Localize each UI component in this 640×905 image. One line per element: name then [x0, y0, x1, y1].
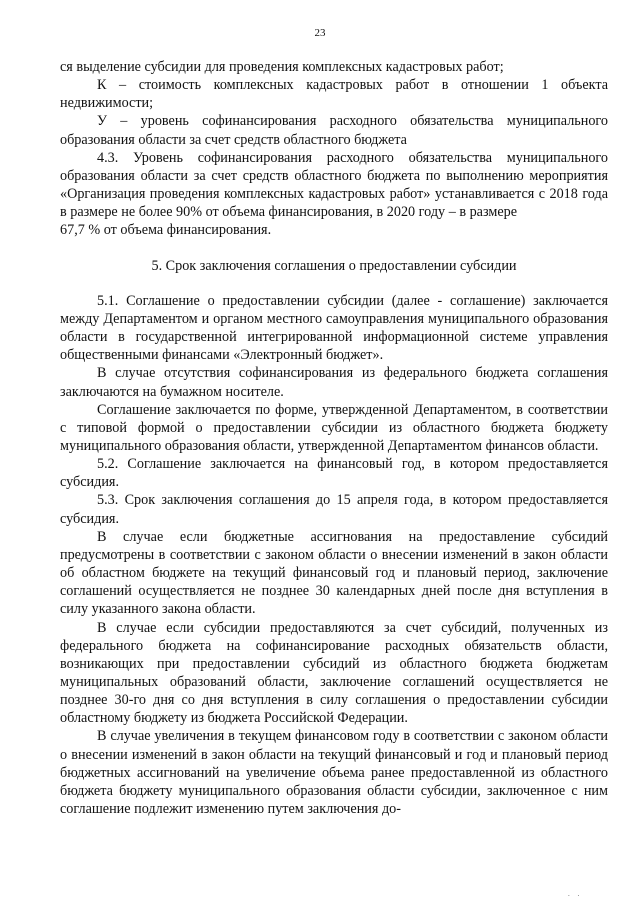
- footer-mark: . .: [568, 890, 583, 898]
- paragraph-k-definition: К – стоимость комплексных кадастровых работ в отношении 1 объекта недвижимости;: [60, 77, 608, 112]
- paragraph-5-1: 5.1. Соглашение о предоставлении субсидии (далее - соглашение) заключается между Департаментом и органом местного самоуправления муниципального образования области в государственной интегрированной информационной системе управления общественными финансами «Электронный бюджет».: [60, 292, 608, 364]
- paragraph-4-3-tail: 67,7 % от объема финансирования.: [60, 222, 272, 239]
- paragraph-u-definition: У – уровень софинансирования расходного обязательства муниципального образования области за счет средств областного бюджета: [60, 113, 608, 148]
- paragraph-paper-carrier: В случае отсутствия софинансирования из федерального бюджета соглашения заключаются на бумажном носителе.: [60, 365, 608, 400]
- paragraph-increase-case: В случае увеличения в текущем финансовом году в соответствии с законом области о внесении изменений в закон области на текущий финансовый и год и плановый период бюджетных ассигнований на увеличение объема ранее предоставленной из областного бюджета бюджету муниципального образования области субсидии, заключенное с ним соглашение подлежит изменению путем заключения до-: [60, 728, 608, 818]
- paragraph-continuation: ся выделение субсидии для проведения комплексных кадастровых работ;: [60, 59, 504, 75]
- paragraph-5-2: 5.2. Соглашение заключается на финансовый год, в котором предоставляется субсидия.: [60, 456, 608, 491]
- paragraph-budget-allocation-case: В случае если бюджетные ассигнования на предоставление субсидий предусмотрены в соответствии с законом области о внесении изменений в закон области об областном бюджете на текущий финансовый год и плановый период, заключение соглашений осуществляется не позднее 30 календарных дней после дня вступления в силу указанного закона области.: [60, 528, 608, 618]
- section-heading-5: 5. Срок заключения соглашения о предоставлении субсидии: [151, 257, 517, 274]
- paragraph-agreement-form: Соглашение заключается по форме, утвержденной Департаментом, в соответствии с типовой формой о предоставлении субсидии из областного бюджета бюджету муниципального образования области, утвержденной Департаментом финансов области.: [60, 401, 608, 454]
- page-number: 23: [314, 27, 326, 39]
- document-body: [60, 58, 608, 818]
- paragraph-5-3: 5.3. Срок заключения соглашения до 15 апреля года, в котором предоставляется субсидия.: [60, 492, 608, 527]
- paragraph-4-3: 4.3. Уровень софинансирования расходного обязательства муниципального образования области за счет средств областного бюджета по выполнению мероприятия «Организация проведения комплексных кадастровых работ» устанавливается с 2018 года в размере не более 90% от объема финансирования, в 2020 году – в размере: [60, 149, 608, 221]
- paragraph-federal-subsidy-case: В случае если субсидии предоставляются за счет субсидий, полученных из федерального бюджета на софинансирование расходных обязательств области, возникающих при предоставлении субсидий из областного бюджета бюджетам муниципальных образований области, заключение соглашений осуществляется не позднее 30-го дня со дня вступления в силу соглашения о предоставлении субсидии областному бюджету из бюджета Российской Федерации.: [60, 619, 608, 727]
